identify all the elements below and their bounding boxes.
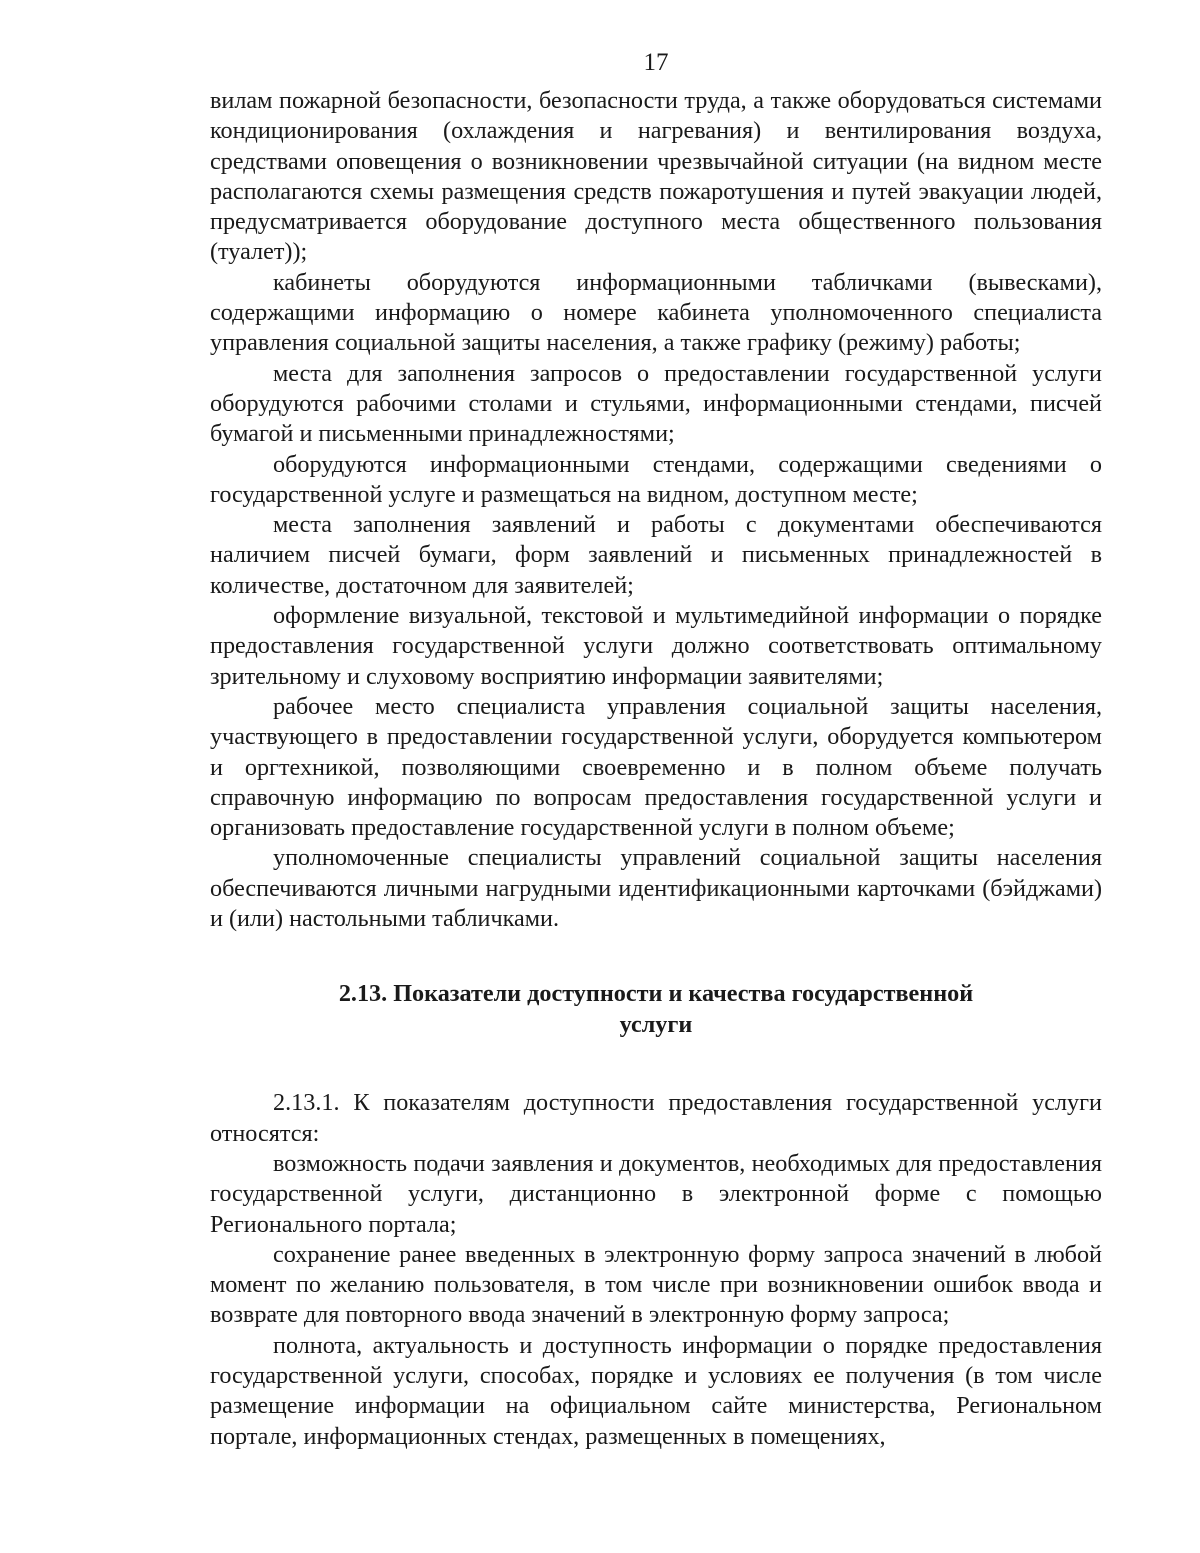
paragraph: возможность подачи заявления и документов, необходимых для предоставления государственной услуги, дистанционно в электронной форме с помощью Регионального портала;: [210, 1149, 1102, 1238]
paragraph: сохранение ранее введенных в электронную форму запроса значений в любой момент по желанию пользователя, в том числе при возникновении ошибок ввода и возврате для повторного ввода значений в электронную форму запроса;: [210, 1240, 1102, 1329]
section-heading-line-1: 2.13. Показатели доступности и качества государственной: [338, 980, 974, 1008]
paragraph: 2.13.1. К показателям доступности предоставления государственной услуги относятся:: [210, 1089, 1102, 1147]
page-number: 17: [643, 49, 669, 76]
paragraph: кабинеты оборудуются информационными табличками (вывесками), содержащими информацию о номере кабинета уполномоченного специалиста управления социальной защиты населения, а также графику (режиму) работы;: [210, 268, 1102, 357]
paragraph: места для заполнения запросов о предоставлении государственной услуги оборудуются рабочими столами и стульями, информационными стендами, писчей бумагой и письменными принадлежностями;: [210, 359, 1102, 448]
paragraph-continuation: вилам пожарной безопасности, безопасности труда, а также оборудоваться системами кондиционирования (охлаждения и нагревания) и вентилирования воздуха, средствами оповещения о возникновении чрезвычайной ситуации (на видном месте располагаются схемы размещения средств пожаротушения и путей эвакуации людей, предусматривается оборудование доступного места общественного пользования (туалет));: [210, 87, 1102, 266]
paragraph: оформление визуальной, текстовой и мультимедийной информации о порядке предоставления государственной услуги должно соответствовать оптимальному зрительному и слуховому восприятию информации заявителями;: [210, 602, 1102, 690]
section-heading: [210, 978, 1102, 1040]
paragraph: места заполнения заявлений и работы с документами обеспечиваются наличием писчей бумаги, форм заявлений и письменных принадлежностей в количестве, достаточном для заявителей;: [210, 511, 1102, 599]
paragraph: рабочее место специалиста управления социальной защиты населения, участвующего в предоставлении государственной услуги, оборудуется компьютером и оргтехникой, позволяющими своевременно и в полном объеме получать справочную информацию по вопросам предоставления государственной услуги и организовать предоставление государственной услуги в полном объеме;: [210, 692, 1102, 842]
paragraph: оборудуются информационными стендами, содержащими сведениями о государственной услуге и размещаться на видном, доступном месте;: [210, 450, 1102, 508]
paragraph: полнота, актуальность и доступность информации о порядке предоставления государственной услуги, способах, порядке и условиях ее получения (в том числе размещение информации на официальном сайте министерства, Региональном портале, информационных стендах, размещенных в помещениях,: [210, 1331, 1102, 1450]
document-body: [210, 86, 1102, 1452]
section-heading-line-2: услуги: [619, 1011, 693, 1039]
paragraph: уполномоченные специалисты управлений социальной защиты населения обеспечиваются личными нагрудными идентификационными карточками (бэйджами) и (или) настольными табличками.: [210, 844, 1102, 933]
